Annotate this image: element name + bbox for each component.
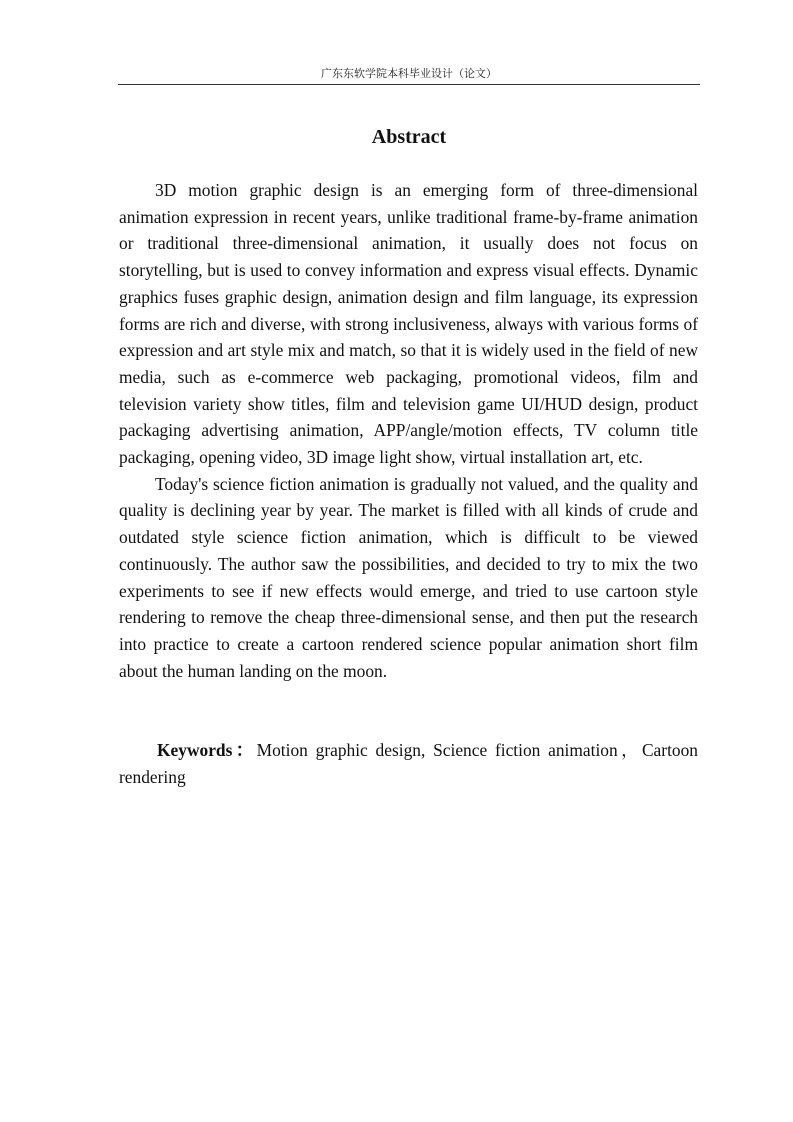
- keywords-label: Keywords：: [157, 740, 257, 760]
- running-header: 广东东软学院本科毕业设计（论文）: [321, 67, 497, 80]
- header-rule: [118, 84, 700, 85]
- keywords-line: [119, 737, 698, 791]
- abstract-paragraph-1: 3D motion graphic design is an emerging form of three-dimensional animation expression in recent years, unlike traditional frame-by-frame animation or traditional three-dimensional animation, it usually does not focus on storytelling, but is used to convey information and express visual effects. Dynamic graphics fuses graphic design, animation design and film language, its expression forms are rich and diverse, with strong inclusiveness, always with various forms of expression and art style mix and match, so that it is widely used in the field of new media, such as e-commerce web packaging, promotional videos, film and television variety show titles, film and television game UI/HUD design, product packaging advertising animation, APP/angle/motion effects, TV column title packaging, opening video, 3D image light show, virtual installation art, etc.: [119, 180, 698, 468]
- keywords-text: Motion graphic design, Science fiction animation，Cartoon rendering: [119, 740, 698, 787]
- abstract-body: [119, 177, 698, 684]
- abstract-paragraph-2: Today's science fiction animation is gradually not valued, and the quality and quality is declining year by year. The market is filled with all kinds of crude and outdated style science fiction animation, which is difficult to be viewed continuously. The author saw the possibilities, and decided to try to mix the two experiments to see if new effects would emerge, and tried to use cartoon style rendering to remove the cheap three-dimensional sense, and then put the research into practice to create a cartoon rendered science popular animation short film about the human landing on the moon.: [119, 473, 698, 681]
- abstract-title: Abstract: [371, 126, 447, 148]
